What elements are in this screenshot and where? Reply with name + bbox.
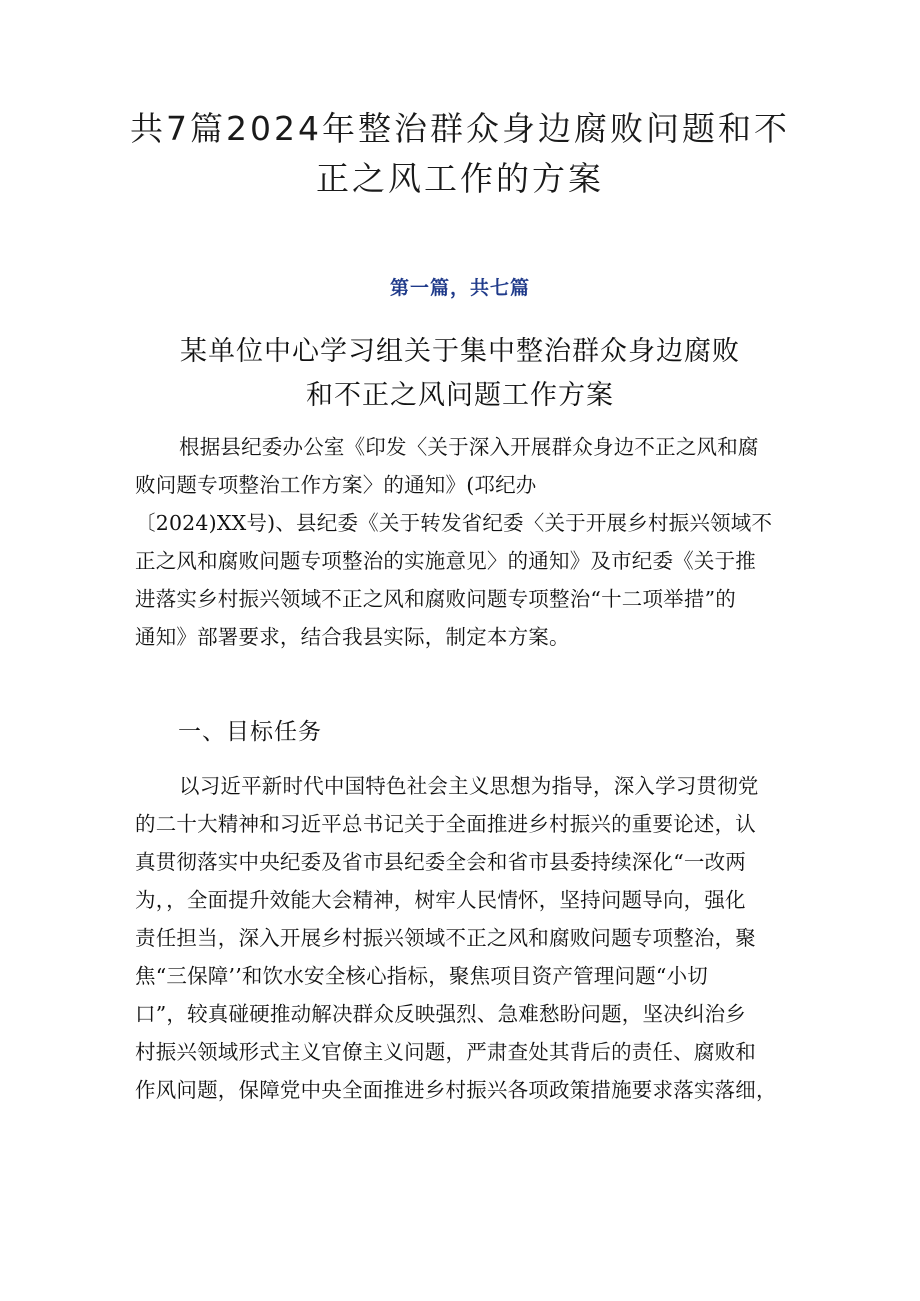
paragraph-line: 正之风和腐败问题专项整治的实施意见〉的通知》及市纪委《关于推 <box>135 549 756 573</box>
paragraph-line: 为，，全面提升效能大会精神，树牢人民情怀，坚持问题导向，强化 <box>135 888 746 912</box>
section-title-line: 和不正之风问题工作方案 <box>306 380 614 411</box>
goals-paragraph <box>135 767 795 1109</box>
section-heading-goals: 一、目标任务 <box>178 719 322 745</box>
paragraph-line: 〔2024)XX号)、县纪委《关于转发省纪委〈关于开展乡村振兴领域不 <box>135 511 773 535</box>
paragraph-line: 口”，较真碰硬推动解决群众反映强烈、急难愁盼问题，坚决纠治乡 <box>135 1002 746 1026</box>
document-title <box>120 104 800 204</box>
part-label: 第一篇，共七篇 <box>389 277 530 299</box>
paragraph-line: 的二十大精神和习近平总书记关于全面推进乡村振兴的重要论述，认 <box>135 812 756 836</box>
paragraph-line: 责任担当，深入开展乡村振兴领域不正之风和腐败问题专项整治，聚 <box>135 926 756 950</box>
document-title-line: 正之风工作的方案 <box>316 159 604 198</box>
paragraph-line: 进落实乡村振兴领域不正之风和腐败问题专项整治“十二项举措”的 <box>135 587 736 611</box>
paragraph-line: 根据县纪委办公室《印发〈关于深入开展群众身边不正之风和腐 <box>179 435 759 459</box>
intro-paragraph <box>135 428 795 656</box>
paragraph-line: 以习近平新时代中国特色社会主义思想为指导，深入学习贯彻党 <box>179 774 759 798</box>
paragraph-line: 通知》部署要求，结合我县实际，制定本方案。 <box>135 625 570 649</box>
paragraph-line: 作风问题，保障党中央全面推进乡村振兴各项政策措施要求落实落细， <box>135 1078 777 1102</box>
paragraph-line: 村振兴领域形式主义官僚主义问题，严肃查处其背后的责任、腐败和 <box>135 1040 756 1064</box>
paragraph-line: 真贯彻落实中央纪委及省市县纪委全会和省市县委持续深化“一改两 <box>135 850 746 874</box>
section-title-line: 某单位中心学习组关于集中整治群众身边腐败 <box>180 336 740 367</box>
paragraph-line: 焦“三保障’’和饮水安全核心指标，聚焦项目资产管理问题“小切 <box>135 964 708 988</box>
section-title <box>150 330 770 418</box>
document-title-line: 共7篇2024年整治群众身边腐败问题和不 <box>130 109 790 148</box>
paragraph-line: 败问题专项整治工作方案〉的通知》(邛纪办 <box>135 473 537 497</box>
